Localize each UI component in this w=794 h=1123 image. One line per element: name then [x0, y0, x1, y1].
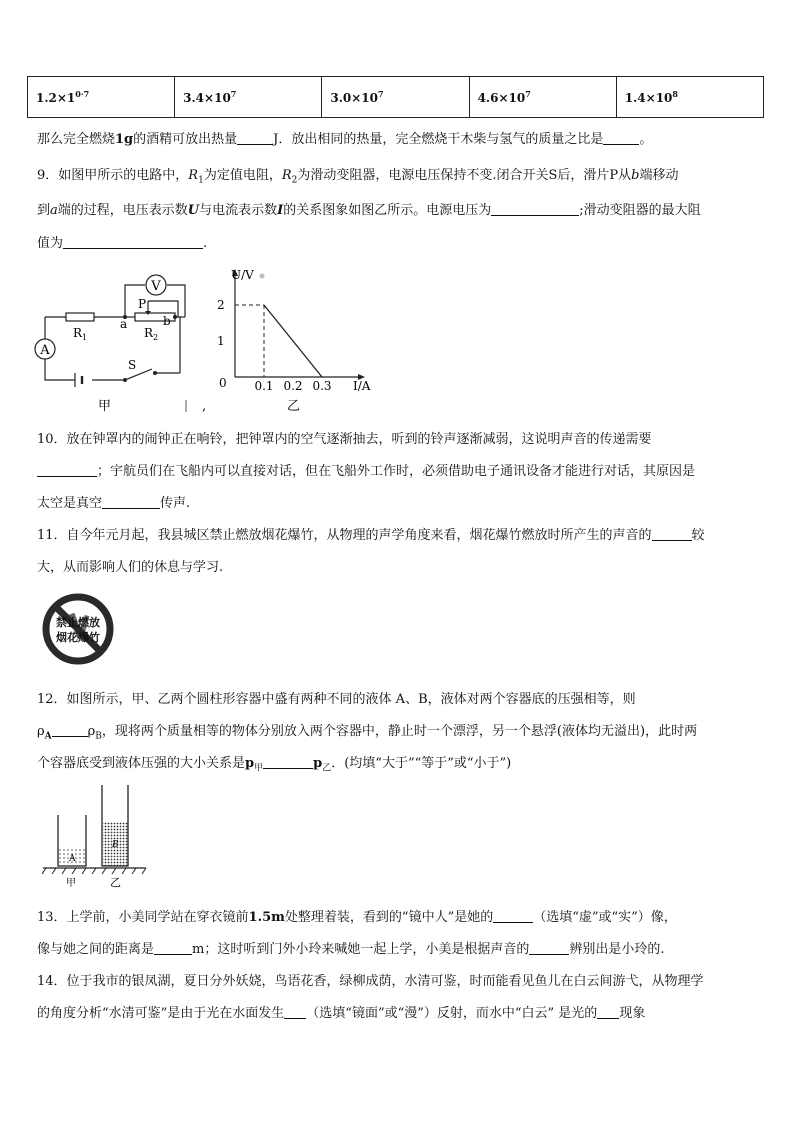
dot-icon — [260, 274, 265, 279]
chart-marks — [235, 305, 322, 377]
terminal-b-label: b — [163, 314, 171, 328]
table-cell: $1.2\times 1^{0\cdot 7}$ — [28, 77, 175, 118]
series-line — [264, 305, 322, 377]
question-11-line-2: 大，从而影响人们的休息与学习. — [37, 560, 224, 575]
switch-label: S — [128, 358, 137, 372]
question-9-line-2: 到a端的过程，电压表示数U与电流表示数I的关系图象如图乙所示。电源电压为 ;滑动变阻器的最大阻 — [37, 203, 701, 218]
comma-text: , — [202, 399, 207, 414]
containers-figure — [38, 780, 158, 890]
slider-label: P — [138, 297, 147, 311]
voltmeter-label: V — [151, 279, 161, 294]
r2-label: $R_2$ — [144, 326, 159, 342]
question-10-line-2: ；宇航员们在飞船内可以直接对话，但在飞船外工作时，必须借助电子通讯设备才能进行对话，其原因是 — [37, 460, 695, 479]
question-13-line-1: 13．上学前，小美同学站在穿衣镜前1.5m处整理着装，看到的“镜中人”是她的 （选填“虚”或“实”）像， — [37, 910, 677, 925]
x-tick-label: 0.2 — [283, 379, 303, 393]
table-row — [28, 77, 764, 118]
table-cell: $3.0\times 10^7$ — [322, 77, 469, 118]
question-13-line-2: 像与她之间的距离是 m；这时听到门外小玲来喊她一起上学，小美是根据声音的 辨别出是小玲的. — [37, 942, 665, 957]
liquid-a-label: A — [69, 854, 76, 864]
circuit-diagram — [30, 265, 200, 415]
x-tick-label: 0.1 — [254, 379, 274, 393]
no-fireworks-sign-icon — [42, 593, 114, 665]
question-11-line-1: 11．自今年元月起，我县城区禁止燃放烟花爆竹，从物理的声学角度来看，烟花爆竹燃放时所产生的声音的 较 — [37, 528, 705, 543]
table-cell: $4.6\times 10^7$ — [469, 77, 616, 118]
sign-text-line-1: 禁止燃放 — [56, 616, 100, 629]
container-jia-label: 甲 — [66, 878, 76, 889]
question-12-line-2: $\rho_A$ $\rho_B$，现将两个质量相等的物体分别放入两个容器中，静止时一个漂浮，另一个悬浮(液体均无溢出)，此时两 — [37, 724, 698, 742]
y-tick-label: 2 — [217, 298, 225, 312]
question-12-line-1: 12．如图所示，甲、乙两个圆柱形容器中盛有两种不同的液体 A、B，液体对两个容器底的压强相等，则 — [37, 692, 636, 707]
x-axis-label: I/A — [353, 379, 371, 393]
question-12-line-3: 个容器底受到液体压强的大小关系是$p_甲$ $p_乙$．(均填“大于”“等于”或“小于”) — [37, 756, 512, 774]
graph-caption: 乙 — [287, 399, 301, 414]
sign-text-line-2: 烟花爆竹 — [56, 631, 100, 644]
y-tick-label: 1 — [217, 334, 225, 348]
y-axis-label: U/V — [231, 268, 254, 282]
terminal-a-label: a — [120, 317, 128, 331]
question-9-line-1: 9．如图甲所示的电路中，$R_1$为定值电阻，$R_2$为滑动变阻器，电源电压保持不变.闭合开关S后，滑片P从b端移动 — [37, 168, 679, 186]
table-cell: $3.4\times 10^7$ — [175, 77, 322, 118]
heat-value-table — [27, 76, 764, 118]
ui-graph — [205, 265, 380, 415]
circuit-caption: 甲 — [98, 399, 112, 414]
r1-label: $R_1$ — [73, 326, 88, 342]
ammeter-label: A — [40, 343, 50, 358]
question-10-line-1: 10．放在钟罩内的闹钟正在响铃，把钟罩内的空气逐渐抽去，听到的铃声逐渐减弱，这说明声音的传递需要 — [37, 432, 652, 447]
liquid-b-label: B — [112, 840, 119, 850]
question-14-line-1: 14．位于我市的银凤湖，夏日分外妖娆，鸟语花香，绿柳成荫，水清可鉴，时而能看见鱼儿在白云间游弋，从物理学 — [37, 974, 704, 989]
container-yi-label: 乙 — [110, 876, 121, 889]
question-14-line-2: 的角度分析“水清可鉴”是由于光在水面发生 （选填“镜面”或“漫”）反射，而水中“白云” 是光的 现象 — [37, 1006, 646, 1021]
question-9-line-3: 值为 . — [37, 236, 208, 251]
question-8-line: 那么完全燃烧1g的酒精可放出热量 J．放出相同的热量，完全燃烧干木柴与氢气的质量之比是 。 — [37, 132, 653, 147]
question-10-line-3: 太空是真空 传声. — [37, 496, 191, 511]
table-cell: $1.4\times 10^8$ — [616, 77, 763, 118]
x-tick-label: 0.3 — [312, 379, 332, 393]
origin-label: 0 — [219, 376, 227, 390]
